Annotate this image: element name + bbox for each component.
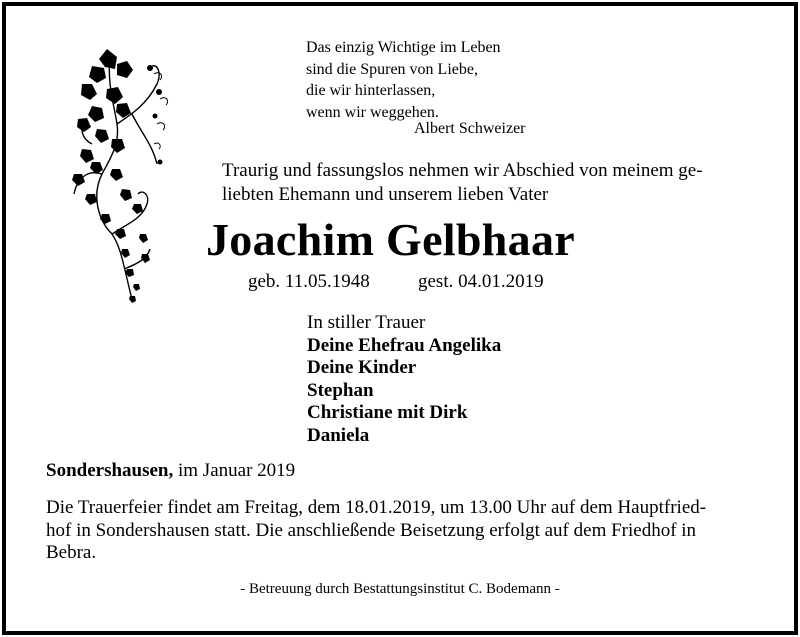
birth-date: geb. 11.05.1948 — [248, 271, 370, 292]
mourner-name: Deine Ehefrau Angelika — [307, 334, 502, 356]
quote-author: Albert Schweizer — [414, 120, 526, 137]
death-date: gest. 04.01.2019 — [418, 271, 544, 292]
mourner-name: Christiane mit Dirk — [307, 402, 468, 423]
place-date — [46, 460, 295, 482]
funeral-home-footer: - Betreuung durch Bestattungsinstitut C. Bodemann - — [240, 581, 560, 597]
intro-line: liebten Ehemann und unserem lieben Vater — [222, 184, 549, 205]
mourners — [307, 312, 501, 447]
quote — [306, 37, 501, 123]
funeral-line: hof in Sondershausen statt. Die anschließende Beisetzung erfolgt auf dem Friedhof in — [46, 519, 697, 541]
quote-line: Das einzig Wichtige im Leben — [306, 39, 501, 56]
deceased-name: Joachim Gelbhaar — [206, 214, 575, 265]
intro-text — [222, 159, 703, 207]
ivy-vine-icon — [62, 44, 182, 309]
intro-line: Traurig und fassungslos nehmen wir Abschied von meinem ge- — [222, 160, 703, 181]
funeral-info — [46, 497, 760, 565]
mourner-name: Deine Kinder — [307, 357, 417, 378]
mourners-heading: In stiller Trauer — [307, 312, 426, 333]
quote-line: die wir hinterlassen, — [306, 82, 436, 99]
funeral-line: Die Trauerfeier findet am Freitag, dem 18.01.2019, um 13.00 Uhr auf dem Hauptfried- — [46, 497, 707, 518]
place: Sondershausen, — [46, 460, 174, 481]
mourner-name: Daniela — [307, 424, 370, 446]
quote-line: wenn wir weggehen. — [306, 103, 439, 121]
quote-line: sind die Spuren von Liebe, — [306, 60, 478, 78]
funeral-line: Bebra. — [46, 542, 97, 563]
mourner-name: Stephan — [307, 379, 374, 401]
date: im Januar 2019 — [178, 460, 296, 481]
